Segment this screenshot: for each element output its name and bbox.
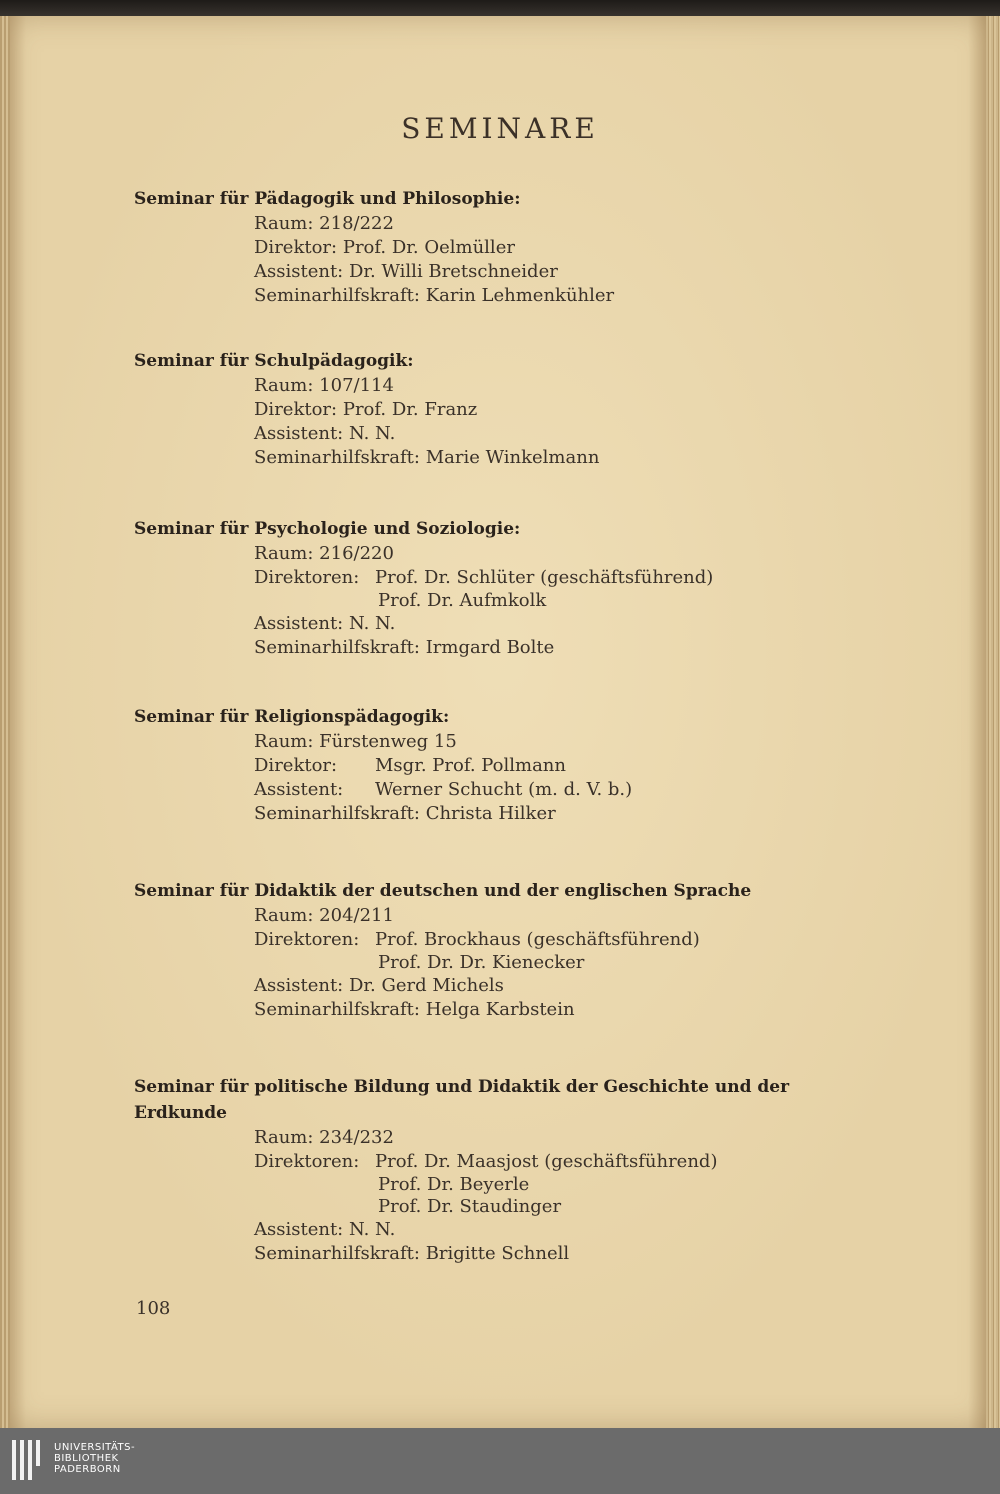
raum-value: 234/232	[319, 1127, 394, 1148]
hilfskraft-label: Seminarhilfskraft:	[254, 285, 420, 306]
hilfskraft-row	[254, 802, 874, 826]
direktor-label: Direktoren:	[254, 1151, 360, 1172]
assistent-row	[254, 422, 874, 446]
direktor-value: Msgr. Prof. Pollmann	[375, 755, 566, 776]
hilfskraft-row	[254, 284, 874, 308]
assistent-value: Dr. Willi Bretschneider	[348, 261, 558, 282]
raum-row	[254, 730, 874, 754]
assistent-value: Werner Schucht (m. d. V. b.)	[375, 779, 633, 800]
seminar-section	[134, 704, 874, 826]
hilfskraft-value: Karin Lehmenkühler	[425, 285, 615, 306]
hilfskraft-row	[254, 446, 874, 470]
assistent-value: N. N.	[348, 613, 396, 634]
raum-label: Raum:	[254, 213, 314, 234]
hilfskraft-label: Seminarhilfskraft:	[254, 637, 420, 658]
assistent-label: Assistent:	[254, 613, 344, 634]
assistent-label: Assistent:	[254, 975, 344, 996]
hilfskraft-value: Christa Hilker	[425, 803, 556, 824]
raum-label: Raum:	[254, 543, 314, 564]
direktor-value-2: Prof. Dr. Aufmkolk	[378, 590, 547, 611]
direktor-value: Prof. Dr. Maasjost (geschäftsführend)	[375, 1151, 718, 1172]
seminar-heading: Seminar für Religionspädagogik:	[134, 707, 450, 727]
raum-row	[254, 1126, 874, 1150]
hilfskraft-value: Irmgard Bolte	[425, 637, 555, 658]
direktor-row	[254, 398, 874, 422]
direktor-row	[254, 754, 874, 778]
direktor-row	[254, 236, 874, 260]
direktor-label: Direktoren:	[254, 929, 360, 950]
hilfskraft-label: Seminarhilfskraft:	[254, 447, 420, 468]
direktor-row-2	[378, 1174, 874, 1196]
raum-value: 204/211	[319, 905, 394, 926]
assistent-label: Assistent:	[254, 779, 344, 800]
hilfskraft-value: Helga Karbstein	[425, 999, 575, 1020]
raum-label: Raum:	[254, 1127, 314, 1148]
raum-value: 218/222	[319, 213, 394, 234]
assistent-row	[254, 1218, 874, 1242]
direktor-value: Prof. Dr. Franz	[342, 399, 478, 420]
direktor-value-2: Prof. Dr. Dr. Kienecker	[378, 952, 585, 973]
raum-value: Fürstenweg 15	[319, 731, 457, 752]
assistent-label: Assistent:	[254, 1219, 344, 1240]
raum-label: Raum:	[254, 731, 314, 752]
direktor-row-2	[378, 952, 874, 974]
raum-label: Raum:	[254, 905, 314, 926]
hilfskraft-value: Brigitte Schnell	[425, 1243, 570, 1264]
assistent-label: Assistent:	[254, 423, 344, 444]
page-left-edge	[0, 16, 10, 1428]
seminar-heading: Seminar für Didaktik der deutschen und der englischen Sprache	[134, 881, 752, 901]
library-name	[54, 1442, 135, 1475]
direktor-value: Prof. Dr. Schlüter (geschäftsführend)	[375, 567, 714, 588]
seminar-section	[134, 516, 874, 660]
direktor-value-2: Prof. Dr. Beyerle	[378, 1174, 530, 1195]
direktor-label: Direktoren:	[254, 567, 360, 588]
seminar-heading: Seminar für Pädagogik und Philosophie:	[134, 189, 521, 209]
direktor-row-3	[378, 1196, 874, 1218]
hilfskraft-label: Seminarhilfskraft:	[254, 1243, 420, 1264]
seminar-heading: Seminar für Schulpädagogik:	[134, 351, 414, 371]
page-title: SEMINARE	[401, 112, 599, 145]
raum-row	[254, 374, 874, 398]
raum-label: Raum:	[254, 375, 314, 396]
hilfskraft-row	[254, 636, 874, 660]
direktor-label: Direktor:	[254, 399, 338, 420]
seminar-heading: Seminar für politische Bildung und Didaktik der Geschichte und der Erdkunde	[134, 1077, 790, 1123]
assistent-row	[254, 974, 874, 998]
direktor-value: Prof. Brockhaus (geschäftsführend)	[375, 929, 700, 950]
seminar-heading: Seminar für Psychologie und Soziologie:	[134, 519, 521, 539]
seminar-section	[134, 878, 874, 1022]
hilfskraft-row	[254, 998, 874, 1022]
raum-row	[254, 542, 874, 566]
hilfskraft-row	[254, 1242, 874, 1266]
hilfskraft-label: Seminarhilfskraft:	[254, 803, 420, 824]
assistent-value: Dr. Gerd Michels	[348, 975, 504, 996]
raum-value: 107/114	[319, 375, 394, 396]
page-right-edge	[986, 16, 1000, 1428]
direktor-row-2	[378, 590, 874, 612]
direktor-row	[254, 928, 874, 952]
seminar-section	[134, 1074, 874, 1266]
assistent-value: N. N.	[348, 1219, 396, 1240]
page-number: 108	[136, 1298, 171, 1319]
raum-row	[254, 904, 874, 928]
library-name-line2: BIBLIOTHEK	[54, 1453, 119, 1464]
assistent-label: Assistent:	[254, 261, 344, 282]
direktor-value: Prof. Dr. Oelmüller	[342, 237, 515, 258]
library-name-line1: UNIVERSITÄTS-	[54, 1442, 136, 1453]
library-logo-icon	[12, 1440, 46, 1480]
direktor-label: Direktor:	[254, 755, 338, 776]
direktor-label: Direktor:	[254, 237, 338, 258]
assistent-row	[254, 260, 874, 284]
seminar-section	[134, 186, 874, 308]
raum-row	[254, 212, 874, 236]
assistent-value: N. N.	[348, 423, 396, 444]
library-name-line3: PADERBORN	[54, 1464, 121, 1475]
direktor-row	[254, 566, 874, 590]
hilfskraft-value: Marie Winkelmann	[425, 447, 600, 468]
assistent-row	[254, 612, 874, 636]
library-footer	[0, 1428, 1000, 1494]
direktor-row	[254, 1150, 874, 1174]
hilfskraft-label: Seminarhilfskraft:	[254, 999, 420, 1020]
direktor-value-3: Prof. Dr. Staudinger	[378, 1196, 562, 1217]
assistent-row	[254, 778, 874, 802]
seminar-section	[134, 348, 874, 470]
raum-value: 216/220	[319, 543, 394, 564]
